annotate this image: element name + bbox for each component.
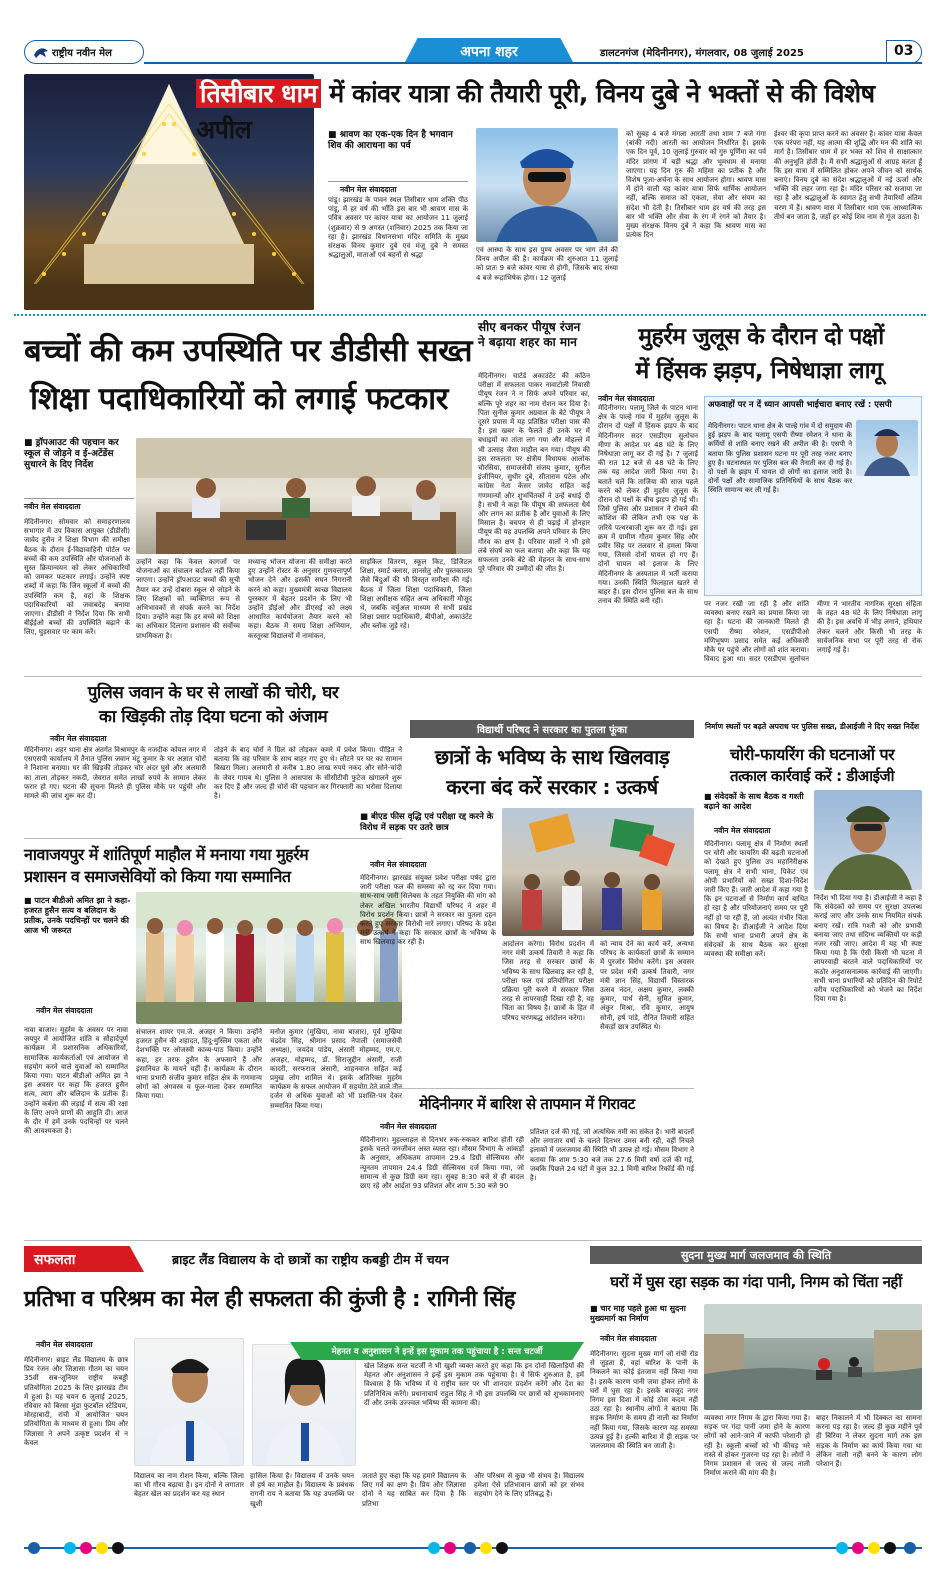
color-swatch-magenta-left (80, 1542, 92, 1554)
story2-col1: मेदिनीनगर। सोमवार को समाहरणालय सभागार में उप विकास आयुक्त (डीडीसी) जावेद हुसैन ने शिक्षा विभाग की समीक्षा बैठक के दौरान ई-विद्यावाहिनी पोर्टल पर बच्चों की कम उपस्थिति और योजनाओं के सुस्त क्रियान्वयन को लेकर अधिकारियों को जमकर फटकार लगाई। उन्होंने स्पष्ट शब्दों में कहा कि जिन स्कूलों में बच्चों की उपस्थिति कम है, वहां के शिक्षक पदाधिकारियों को जवाबदेह बनाया जाएगा। डीडीसी ने निर्देश दिया कि सभी बीईईओ बच्चों की उपस्थिति बढ़ाने के लिए, घुड़सवार पर काम करें। (24, 518, 130, 637)
registration-mark-left (28, 1542, 40, 1554)
story8-headline: मेदिनीनगर में बारिश से तापमान में गिरावट (419, 1095, 635, 1113)
color-swatch-magenta-right (852, 1542, 864, 1554)
sp-box-text: मेदिनीनगर। पाटन थाना क्षेत्र के पाल्हे गांव में दो समुदाय की हुई झड़प के बाद पलामू एसपी रीष्मा रमेशन ने थाना के कर्मियों से शांति बनाए रखने की अपील की है। एसपी ने बताया कि पुलिस प्रशासन घटना पर पूरी तरह नजर बनाए हुए है। घटनास्थल पर पुलिस बल की तैनाती कर दी गई है। दो पक्षों के झड़प में घायल दो लोगों का इलाज जारी है। दोनों पक्षों और सामाजिक प्रतिनिधियों के साथ बैठक कर स्थिति सामान्य कर ली गई है। (708, 422, 852, 495)
story11-bullet: ■ चार माह पहले हुआ था सुदना मुख्यमार्ग का निर्माण (590, 1304, 686, 1323)
story9-byline: नवीन मेल संवाददाता (714, 826, 771, 835)
story5-headline-line2: का खिड़की तोड़ दिया घटना को अंजाम (98, 707, 328, 727)
story10-col1: मेदिनीनगर। ब्राइट लैंड विद्यालय के छात्र प्रिय रंजन और जिज्ञासा गौतम का चयन 35वीं सब-जूनियर राष्ट्रीय कबड्डी प्रतियोगिता 2025 के लिए झारखंड टीम में हुआ है। यह चयन 6 जुलाई 2025, रविवार को बिरसा मुंडा फुटबॉल स्टेडियम, मोरहाबादी, रांची में आयोजित चयन प्रतियोगिता के माध्यम से हुआ। प्रिय और जिज्ञासा ने अपने उत्कृष्ट प्रदर्शन से न केवल (24, 1356, 128, 1447)
waterlogged-road-icon (704, 1304, 922, 1410)
story7-bullet: ■ बीएड फीस वृद्धि एवं परीक्षा रद्द करने के विरोध में सड़क पर उतरे छात्र (360, 812, 494, 833)
story11-col1: मेदिनीनगर। सुदना मुख्य मार्ग जो रांची रोड से जुड़ता है, वहां बारिश के पानी के निकलने का कोई इंतजाम नहीं किया गया है। इसके कारण पानी जमा होकर लोगों के घरों में घुस रहा है। इसके बावजूद नगर निगम इस दिशा में कोई ठोस कदम नहीं उठा रहा है। स्थानीय लोगों ने बताया कि सड़क निर्माण के समय ही नाली का निर्माण नहीं किया गया, जिसके कारण यह समस्या उत्पन्न हुई है। हल्की बारिश में ही सड़क पर जलजमाव की स्थिति बन जाती है। (590, 1350, 698, 1451)
color-swatch-cyan-mid (428, 1542, 440, 1554)
story10-col4: जताते हुए कहा कि यह हमारे विद्यालय के लिए गर्व का क्षण है। प्रिय और जिज्ञासा दोनों ने यह साबित कर दिया है कि प्रतिभा (362, 1472, 466, 1508)
story4-bottom: पर नजर रखी जा रही है और शांति व्यवस्था बनाए रखने का प्रयास किया जा रहा है। घटना की जानकारी मिलते ही एसपी रीष्मा रमेशन, एसडीपीओ मणिभूषण प्रसाद समेत कई अधिकारी मौके पर पहुंचे और लोगों को शांत कराया। विवाद हुआ था। सदर एसडीएम सुलोचन मीणा ने भारतीय नागरिक सुरक्षा संहिता के तहत 48 घंटे के लिए निषेधाज्ञा लागू की है। इस अवधि में भीड़ लगाने, हथियार लेकर चलने और किसी भी तरह के सार्वजनिक सभा पर पूरी तरह से रोक लगाई गई है। (704, 600, 922, 664)
story11-headline: घरों में घुस रहा सड़क का गंदा पानी, निगम को चिंता नहीं (610, 1273, 902, 1291)
color-swatch-black-right (884, 1542, 896, 1554)
story9-col2: निर्देश भी दिया गया है। डीआईजी ने कहा है कि संवेदकों को समय पर सुरक्षा उपलब्ध कराई जाए और उनके साथ नियमित संपर्क बनाए रखें। रात्रि गश्ती को और प्रभावी बनाया जाए तथा संदिग्ध व्यक्तियों पर कड़ी नजर रखी जाए। आदेश में यह भी स्पष्ट किया गया है कि ऐसी किसी भी घटना में लापरवाही बरतने वाले पदाधिकारियों पर कठोर अनुशासनात्मक कार्रवाई की जाएगी। सभी थाना प्रभारियों को प्रतिदिन की रिपोर्ट वरीय पदाधिकारियों को भेजने का निर्देश दिया गया है। (814, 894, 922, 1004)
dateline: डालटनगंज (मेदिनीनगर), मंगलवार, 08 जुलाई 2025 (600, 48, 804, 59)
story2-col2: उन्होंने कहा कि केवल कागजों पर योजनाओं का संचालन बर्दाश्त नहीं किया जाएगा। उन्होंने ड्रॉपआउट बच्चों की सूची तैयार कर उन्हें दोबारा स्कूल से जोड़ने के लिए शिक्षकों को व्यक्तिगत रूप से अभिभावकों से संपर्क करने का निर्देश दिया। उन्होंने कहा कि हर बच्चे को शिक्षा का अधिकार दिलाना प्रशासन की सर्वोच्च प्राथमिकता है। (136, 558, 240, 640)
story2-bullet: ■ ड्रॉपआउट की पहचान कर स्कूल से जोड़ने व ई-अटेंडेंस सुधारने के दिए निर्देश (24, 438, 119, 470)
sp-portrait-photo (856, 420, 918, 476)
story11-col3: बाहर निकालने में भी दिक्कत का सामना करना पड़ रहा है। जल्द ही कुछ महीने पूर्व ही बिरिया ने लेकर सुदना मार्ग तक इस सड़क के निर्माण का कार्य किया गया था लेकिन नाली नहीं बनने के कारण लोग परेशान हैं। (816, 1414, 922, 1469)
story4-headline-line2: में हिंसक झड़प, निषेधाज्ञा लागू (635, 358, 883, 384)
story1-col4: ईश्वर की कृपा प्राप्त करने का अवसर है। कांवर यात्रा केवल एक परंपरा नहीं, यह आत्मा की शुद्धि और मन की शांति का मार्ग है। तिसीबार धाम में हर भक्त को शिव से साक्षात्कार की अनुभूति होती है। मैं सभी श्रद्धालुओं से आग्रह करता हूँ कि इस यात्रा में सम्मिलित होकर अपने जीवन को सार्थक बनाएं। विनय दुबे का संदेश श्रद्धालुओं में नई ऊर्जा और भक्ति की लहर जगा रहा है। मंदिर परिसर को सजाया जा रहा है और श्रद्धालुओं के स्वागत हेतु सभी तैयारियाँ अंतिम चरण में हैं। श्रावण मास में तिसीबार धाम एक आध्यात्मिक तीर्थ बन जाता है, जहाँ हर कोई शिव नाम से गूंज उठता है। (774, 130, 922, 221)
story1-headline-text: में कांवर यात्रा की तैयारी पूरी, विनय दुबे ने भक्तों से की विशेष अपील (196, 79, 875, 144)
success-tag: सफलता (34, 1252, 76, 1268)
portrait-icon (476, 128, 618, 242)
story2-headline-line1: बच्चों की कम उपस्थिति पर डीडीसी सख्त (24, 333, 473, 369)
masthead-rule (144, 62, 922, 64)
story1-bullet: ■ श्रावण का एक-एक दिन है भगवान शिव की आराधना का पर्व (328, 130, 453, 151)
story4-col1: मेदिनीनगर। पलामू जिले के पाटन थाना क्षेत्र के पाल्हे गांव में मुहर्रम जुलूस के दौरान दो पक्षों में हिंसक झड़प के बाद मेदिनीनगर सदर एसडीएम सुलोचन मीणा के आदेश पर 48 घंटे के लिए निषेधाज्ञा लागू कर दी गई है। 7 जुलाई की रात 12 बजे से 48 घंटे के लिए तक यह आदेश जारी किया गया है। बताते चलें कि ताजिया की साज पहले करने को लेकर ही मुहर्रम जुलूस के दौरान दो पक्षों के बीच झड़प हो गई थी। जिसे पुलिस और प्रशासन ने रोकने की कोशिश की लेकिन तभी एक पक्ष के जरिये पत्थरबाजी शुरू कर दी गई। इस क्रम में ग्रामीण गौतम कुमार सिंह और प्रवीर सिंह पर तलवार से हमला किया गया, जिससे दोनों घायल हो गए हैं। दोनों घायल को इलाज के लिए मेदिनीनगर के अस्पताल में भर्ती कराया गया। उनकी स्थिति फिलहाल खतरे से बाहर है। इस दौरान पुलिस बल के साथ तनाव की स्थिति बनी रही। (598, 404, 698, 606)
story1-headline-highlight: तिसीबार धाम (196, 79, 321, 108)
color-swatch-yellow-right (868, 1542, 880, 1554)
color-swatch-cyan-right (836, 1542, 848, 1554)
color-swatch-magenta-mid (444, 1542, 456, 1554)
story2-bullet-text: ड्रॉपआउट की पहचान कर स्कूल से जोड़ने व ई-अटेंडेंस सुधारने के दिए निर्देश (24, 438, 119, 470)
student-girl-photo (252, 1344, 356, 1466)
story2-byline-bar (24, 498, 134, 499)
story9-kicker: निर्माण स्थलों पर बढ़ते अपराध पर पुलिस सख्त, डीआईजी ने दिए सख्त निर्देश (704, 722, 920, 731)
registration-mark-right (904, 1542, 916, 1554)
story8-col2: प्रतिशत दर्ज की गई, जो अत्यधिक नमी का संकेत है। भारी बादलों और लगातार वर्षा के चलते दिनभर उमस बनी रही, वहीं निचले इलाकों में जलजमाव की स्थिति भी उत्पन्न हो गई। मौसम विभाग ने बताया कि शाम 5:30 बजे तक 27.6 मिमी वर्षा दर्ज की गई, जबकि पिछले 24 घंटों में कुल 32.1 मिमी बारिश रिकॉर्ड की गई है। (530, 1128, 694, 1183)
story2-byline: नवीन मेल संवाददाता (24, 502, 81, 511)
color-swatch-black-mid (496, 1542, 508, 1554)
story10-banner-text: खेल शिक्षक सन्त चटर्जी ने भी खुशी व्यक्त करते हुए कहा कि इन दोनों खिलाड़ियों की मेहनत और अनुशासन ने इन्हें इस मुकाम तक पहुंचाया है। ये सिर्फ शुरुआत है, हमें विश्वास है कि भविष्य में ये राष्ट्रीय स्तर पर भी शानदार प्रदर्शन करेंगे और देश का प्रतिनिधित्व करेंगे। प्रधानाचार्य राहुल सिंह ने भी इस उपलब्धि पर छात्रों को शुभकामनाएं दीं और उनके उज्ज्वल भविष्य की कामना की। (364, 1362, 584, 1407)
protest-illustration-icon (502, 808, 694, 936)
meeting-illustration-icon (136, 438, 472, 554)
story11-byline: नवीन मेल संवाददाता (600, 1334, 657, 1343)
story10-byline: नवीन मेल संवाददाता (36, 1340, 93, 1349)
story5-col2: तोड़ने के बाद चोरों ने ग्रिल को तोड़कर कमरे में प्रवेश किया। पीड़ित ने बताया कि वह परिवार के साथ बाहर गए हुए थे। लौटने पर घर का सामान बिखरा मिला। अलमारी से करीब 1.80 लाख रुपये नकद और सोने-चांदी के जेवर गायब थे। पुलिस ने आसपास के सीसीटीवी फुटेज खंगालने शुरू कर दिए हैं और जल्द ही चोरों की पहचान कर गिरफ्तारी का भरोसा दिलाया है। (214, 746, 402, 801)
story3-text: मेदिनीनगर। चार्टर्ड अकाउंटेंट की कठिन परीक्षा में सफलता पाकर नावाटोली निवासी पीयूष रंजन ने न सिर्फ अपने परिवार का, बल्कि पूरे शहर का नाम रोशन कर दिया है। पिता सुनील कुमार अग्रवाल के बेटे पीयूष ने दूसरे प्रयास में यह प्रतिष्ठित परीक्षा पास की है। इस खबर के फैलते ही उनके घर में बधाइयों का तांता लग गया और मोहल्ले में भी उत्साह जैसा माहौल बन गया। पीयूष की इस सफलता पर क्षेत्रीय विधायक आलोक चौरसिया, समाजसेवी संजय कुमार, सुनील इंजीनियर, सुधीर दुबे, सीताराम पटेल और कांग्रेस नेता केसर जावेद सहित कई गणमान्यों और शुभचिंतकों ने उन्हें बधाई दी है। सभी ने कहा कि पीयूष की सफलता धैर्य और लगन का प्रतीक है और युवाओं के लिए मिसाल है। बचपन से ही पढ़ाई में होनहार पीयूष की यह उपलब्धि अपने परिवार के लिए गौरव का क्षण है। परिवार वालों ने भी इसे लंबे संघर्ष का फल बताया और कहा कि यह सफलता उनके बेटे की मेहनत के साथ-साथ पूरे परिवार की उम्मीदों की जीत है। (478, 372, 590, 574)
story1-col3: को सुबह 4 बजे मंगला आरती तथा शाम 7 बजे गंगा (बांकी नदी) आरती का आयोजन निर्धारित है। इसके एक दिन पूर्व, 10 जुलाई गुरुवार को गुरु पूर्णिमा का पर्व मंदिर प्रांगण में बड़ी श्रद्धा और भूमधाम से मनाया जाएगा। यह दिन गुरु की महिमा का प्रतीक है और विशेष पूजा-अर्चना के साथ आयोजन होगा। श्रावण मास में होने वाली यह कांवर यात्रा सिर्फ धार्मिक आयोजन नहीं, बल्कि समाज को एकता, सेवा और संयम का संदेश भी देती है। तिसीबार धाम हर वर्ष की तरह इस बार भी भक्ति और सेवा के रंग में रंगने को तैयार है। मुख्य संरक्षक विनय दुबे ने कहा कि श्रावण मास का प्रत्येक दिन (626, 130, 766, 240)
story1-col1: पांडू। झारखंड के पावन स्थल तिसीबार धाम शक्ति पीठ पांडू, में हर वर्ष की भाँति इस बार भी श्रावण मास के पवित्र अवसर पर कांवर यात्रा का आयोजन 11 जुलाई (शुक्रवार) से 9 अगस्त (शनिवार) 2025 तक किया जा रहा है। झारखंड विधानसभा मंदिर समिति के मुख्य संरक्षक विनय कुमार दुबे एवं मंजू दुबे ने समस्त श्रद्धालुओं, माताओं एवं बहनों से श्रद्धा (328, 196, 468, 260)
story7-kicker: विद्यार्थी परिषद ने सरकार का पुतला फूंका (476, 725, 628, 736)
story11-bullet-text: चार माह पहले हुआ था सुदना मुख्यमार्ग का निर्माण (590, 1304, 686, 1323)
story6-col3: मनोज कुमार (मुखिया, नावा बाजार), पूर्व मुखिया चंद्रदेव सिंह, श्रीमान प्रसाद नेपाली (समाजसेवी अध्यक्ष), जयदेव पांडेय, अंसारी मोहम्मद, एम.ए. अजहर, मोहम्मद, डॉ. सिराजुद्दीन अंसारी, राजी कादरी, सरफराज अंसारी, शाहनवाज सहित कई प्रमुख लोग शामिल थे। इसके अतिरिक्त मुहर्रम कार्यक्रम के सफल आयोजन में सहयोग देने वाले तीन दर्जन से अधिक युवाओं को भी प्रशस्ति-पत्र देकर सम्मानित किया गया। (270, 1028, 402, 1110)
footer-bar (24, 1540, 922, 1556)
story9-headline-line1: चोरी-फायरिंग की घटनाओं पर (729, 745, 895, 764)
story7-bullet-text: बीएड फीस वृद्धि एवं परीक्षा रद्द करने के विरोध में सड़क पर उतरे छात्र (360, 812, 494, 833)
sp-box-headline: अफवाहों पर न दें ध्यान आपसी भाईचारा बनाए रखें : एसपी (708, 400, 892, 410)
story7-headline-line1: छात्रों के भविष्य के साथ खिलवाड़ (434, 745, 670, 769)
story7-byline: नवीन मेल संवाददाता (370, 860, 427, 869)
masthead (24, 40, 922, 68)
officer-icon (856, 420, 918, 476)
color-swatch-black-left (112, 1542, 124, 1554)
student-boy-photo (134, 1338, 244, 1466)
story5-byline: नवीन मेल संवाददाता (50, 734, 107, 743)
divider-bottom (24, 1240, 922, 1241)
story5-headline-line1: पुलिस जवान के घर से लाखों की चोरी, घर (87, 683, 339, 703)
divider-mid-2 (24, 838, 402, 839)
color-swatch-yellow-mid (480, 1542, 492, 1554)
section-title: अपना शहर (460, 44, 518, 60)
dig-officer-icon (814, 790, 922, 890)
story6-col1: नावा बाजार। मुहर्रम के अवसर पर नावा जयपुर में आयोजित शांति व सौहार्दपूर्ण कार्यक्रम में प्रशासनिक अधिकारियों, सामाजिक कार्यकर्ताओं एवं आयोजन से सहयोग करने वाले युवाओं को सम्मानित किया गया। पाटन बीडीओ अमित झा ने इस अवसर पर कहा कि हजरत हुसैन सत्य, त्याग और बलिदान के प्रतीक हैं। उन्होंने कर्बला की लड़ाई में सत्य की रक्षा के लिए अपने प्राणों की आहुति दी। आज के दौर में हमें उनके पदचिन्हों पर चलने की आवश्यकता है। (24, 1026, 128, 1136)
story8-col1: मेदिनीनगर। मुहल्लाहल से दिनभर रुक-रुककर बारिश होती रही इसके चलते जनजीवन अस्त व्यस्त रहा। मौसम विभाग के आंकड़ों के अनुसार, अधिकतम तापमान 29.4 डिग्री सेल्सियस और न्यूनतम तापमान 24.4 डिग्री सेल्सियस दर्ज किया गया, जो सामान्य से कुछ डिग्री कम रहा। सुबह 8:30 बजे से ही बादल छाए रहे और आर्द्रता 93 प्रतिशत और शाम 5:30 बजे 90 (360, 1136, 524, 1191)
story3-headline: सीए बनकर पीयूष रंजन ने बढ़ाया शहर का मान (478, 320, 581, 349)
story1-col2: एवं आस्था के साथ इस पुण्य अवसर पर भाग लेने की विनय अपील की है। कार्यक्रम की शुरुआत 11 जुलाई को प्रातः 9 बजे कांवर यात्रा से होगी, जिसके बाद संध्या 4 बजे रूद्राभिषेक होगा। 12 जुलाई (476, 246, 618, 282)
story9-headline-line2: तत्काल कार्रवाई करें : डीआईजी (730, 767, 894, 785)
story7-headline-line2: करना बंद करें सरकार : उत्कर्ष (446, 775, 658, 799)
story4-byline: नवीन मेल संवाददाता (598, 394, 655, 403)
student-girl-icon (253, 1345, 356, 1466)
dotted-divider (14, 314, 926, 316)
story9-col1: मेदिनीनगर। पलामू क्षेत्र में निर्माण स्थलों पर चोरी और फायरिंग की बढ़ती घटनाओं को देखते हुए पुलिस उप महानिरीक्षक पलामू क्षेत्र ने सभी थाना, पिकेट एवं ओपी प्रभारियों को सख्त दिशा-निर्देश जारी किए हैं। जारी आदेश में कहा गया है कि इन घटनाओं से निर्माण कार्य बाधित हो रहा है और परियोजनाएं समय पर पूरी नहीं हो पा रही हैं, जो अत्यंत गंभीर चिंता का विषय है। डीआईजी ने आदेश दिया कि सभी थाना प्रभारी अपने क्षेत्र के संवेदकों के साथ बैठक कर सुरक्षा व्यवस्था की समीक्षा करें। (704, 840, 808, 959)
story7-col1: मेदिनीनगर। झारखंड संयुक्त प्रवेश परीक्षा पर्षद द्वारा जारी परीक्षा फल की समस्या को रद्द कर दिया गया। साथ-साथ जारी सिलेबस के तहत नियुक्ति की मांग को लेकर अखिल भारतीय विद्यार्थी परिषद ने शहर में विरोध प्रदर्शन किया। छात्रों ने सरकार का पुतला दहन करते हुए सरकार विरोधी नारे लगाए। परिषद के प्रदेश मंत्री उत्कर्ष ने कहा कि सरकार छात्रों के भविष्य के साथ खिलवाड़ कर रही है। (360, 874, 496, 947)
story2-col3: मध्यान्ह भोजन योजना की समीक्षा करते हुए उन्होंने रोस्टर के अनुसार गुणवत्तापूर्ण भोजन देने और इसकी सघन निगरानी करने को कहा। मुख्यमंत्री स्वच्छ विद्यालय पुरस्कार में बेहतर प्रदर्शन के लिए भी उन्होंने डीईओ और डीएसई को लक्ष्य आधारित कार्ययोजना तैयार करने को कहा। बैठक में समग्र शिक्षा अभियान, कस्तूरबा विद्यालयों में नामांकन, (248, 558, 352, 640)
ddc-meeting-photo (136, 438, 472, 554)
story5-col1: मेदिनीनगर। शहर थाना क्षेत्र अंतर्गत विश्रामपुर के नजदीक कोयल नगर में एसएसपी कार्यालय में तैनात पुलिस जवान मंटू कुमार के घर अज्ञात चोरों ने निशाना बनाया। घर की खिड़की तोड़कर चोर अंदर घुसे और अलमारी का ताला तोड़कर नकदी, जेवरात समेत लाखों रुपये के सामान लेकर फरार हो गए। घटना की सूचना मिलते ही पुलिस मौके पर पहुंची और मामले की जांच शुरू कर दी। (24, 746, 206, 801)
story2-headline-line2: शिक्षा पदाधिकारियों को लगाई फटकार (30, 381, 448, 417)
story11-col2: व्यवस्था नगर निगम के द्वारा किया गया है। सड़क पर गंदा पानी जमा होने के कारण लोगों को आने-जाने में काफी परेशानी हो रही है। स्कूली बच्चों को भी कीचड़ भरे रास्ते से होकर गुजरना पड़ रहा है। लोगों ने निगम प्रशासन से जल्द से जल्द नाली निर्माण कराने की मांग की है। (704, 1414, 810, 1478)
waterlogged-road-photo (704, 1304, 922, 1410)
color-swatch-yellow-left (96, 1542, 108, 1554)
story6-byline: नवीन मेल संवाददाता (36, 1006, 93, 1015)
protest-photo (502, 808, 694, 936)
story11-kicker: सुदना मुख्य मार्ग जलजमाव की स्थिति (680, 1249, 832, 1262)
dig-portrait-photo (814, 790, 922, 890)
story6-headline-line2: प्रशासन व समाजसेवियों को किया गया सम्मानित (24, 867, 291, 886)
page-number: 03 (894, 43, 914, 59)
story10-headline: प्रतिभा व परिश्रम का मेल ही सफलता की कुंजी है : रागिनी सिंह (24, 1287, 515, 1312)
story1-bullet-text: श्रावण का एक-एक दिन है भगवान शिव की आराधना का पर्व (328, 130, 453, 151)
story10-col3: हासिल किया है। विद्यालय में उनके चयन से हर्ष का माहौल है। विद्यालय के प्रबंधक रागनी राय ने बताया कि यह उपलब्धि पर खुशी (250, 1472, 354, 1508)
story1-byline-bar (328, 181, 468, 182)
story4-headline-line1: मुहर्रम जुलूस के दौरान दो पक्षों (638, 324, 884, 350)
story7-col3: को न्याय देने का कार्य करें, अन्यथा परिषद के कार्यकर्ता छात्रों के सम्मान में पुरजोर विरोध करेंगे। इस अवसर पर प्रदेश मंत्री उत्कर्ष तिवारी, नगर मंत्री ज्ञान सिंह, विद्यार्थी विस्तारक उत्सव नंदन, अक्षय कुमार, लक्की कुमार, पार्थ सेनी, सुमित कुमार, अंकुर मिश्रा, रवि कुमार, आयुष सोनी, हर्ष पांडे, रौनित तिवारी सहित सैकड़ों छात्र उपस्थित थे। (600, 940, 694, 1031)
story1-byline: नवीन मेल संवाददाता (340, 185, 397, 194)
divider-mid-3 (360, 1088, 694, 1089)
story6-bullet: ■ पाटन बीडीओ अमित झा ने कहा- हजरत हुसैन सत्य व बलिदान के प्रतीक, उनके पदचिन्हों पर चलने की आज भी जरूरत (24, 896, 131, 935)
coach-banner: मेहनत व अनुशासन ने इन्हें इस मुकाम तक पहुंचाया है : सन्त चटर्जी (331, 1347, 543, 1357)
story6-bullet-text: पाटन बीडीओ अमित झा ने कहा- हजरत हुसैन सत्य व बलिदान के प्रतीक, उनके पदचिन्हों पर चलने की आज भी जरूरत (24, 896, 131, 935)
story10-kicker: ब्राइट लैंड विद्यालय के दो छात्रों का राष्ट्रीय कबड्डी टीम में चयन (172, 1252, 449, 1267)
paper-name: राष्ट्रीय नवीन मेल (52, 48, 112, 59)
vinay-dubey-photo (476, 128, 618, 242)
story10-col2: विद्यालय का नाम रोशन किया, बल्कि जिला का भी गौरव बढ़ाया है। इन दोनों ने लगातार बेहतर खेल का प्रदर्शन कर यह स्थान (134, 1472, 244, 1499)
story9-bullet-text: संवेदकों के साथ बैठक व गश्ती बढ़ाने का आदेश (704, 792, 804, 811)
paper-logo-icon (32, 43, 50, 61)
story8-byline: नवीन मेल संवाददाता (380, 1122, 437, 1131)
story2-col4: साइकिल वितरण, स्कूल किट, डिजिटल शिक्षा, स्मार्ट क्लास, ज्ञानसेतु और पुस्तकालय जैसे बिंदुओं की भी विस्तृत समीक्षा की गई। बैठक में जिला शिक्षा पदाधिकारी, जिला शिक्षा अधीक्षक सहित अन्य अधिकारी मौजूद थे, जबकि वर्चुअल माध्यम से सभी प्रखंड शिक्षा प्रसार पदाधिकारी, बीपीओ, अकाउंटेंट और ब्लॉक जुड़े रहे। (360, 558, 472, 631)
story7-col2: आदोलन करेगा। विरोध प्रदर्शन में नगर मंत्री उत्कर्ष तिवारी ने कहा कि जिस तरह से सरकार छात्रों के भविष्य के साथ खिलवाड़ कर रही है, परीक्षा फल एवं प्रतियोगिता परीक्षा प्रक्रिया पूरी करने में सरकार जिस तरह से लापरवाही दिखा रही है, वह चिंता का विषय है। छात्रों के हित में परिषद चरणबद्ध आंदोलन करेगा। (502, 940, 594, 1022)
story10-col5: और परिश्रम से कुछ भी संभव है। विद्यालय हमेशा ऐसे प्रतिभावान छात्रों को हर संभव सहयोग देने के लिए प्रतिबद्ध है। (474, 1472, 584, 1499)
divider-mid-1 (24, 676, 922, 677)
story6-col2: संचालन शायर एम.जे. अजहर ने किया। उन्होंने हजरत हुसैन की शहादत, हिंदू-मुस्लिम एकता और देशभक्ति पर ओजस्वी काव्य-पाठ किया। उन्होंने कहा, हर तरफ हुसैन के अफसाने हैं और इंसानियत के मायने यहीं हैं। कार्यक्रम के दौरान थाना प्रभारी संजीव कुमार सहित क्षेत्र के गणमान्य लोगों को अंगवस्त्र व फूल-माला देकर सम्मानित किया गया। (136, 1028, 262, 1101)
story9-bullet: ■ संवेदकों के साथ बैठक व गश्ती बढ़ाने का आदेश (704, 792, 804, 811)
student-boy-icon (135, 1339, 244, 1466)
color-swatch-cyan-left (64, 1542, 76, 1554)
story6-headline-line1: नावाजयपुर में शांतिपूर्ण माहौल में मनाया गया मुहर्रम (24, 845, 309, 864)
registration-mark-center (464, 1542, 476, 1554)
